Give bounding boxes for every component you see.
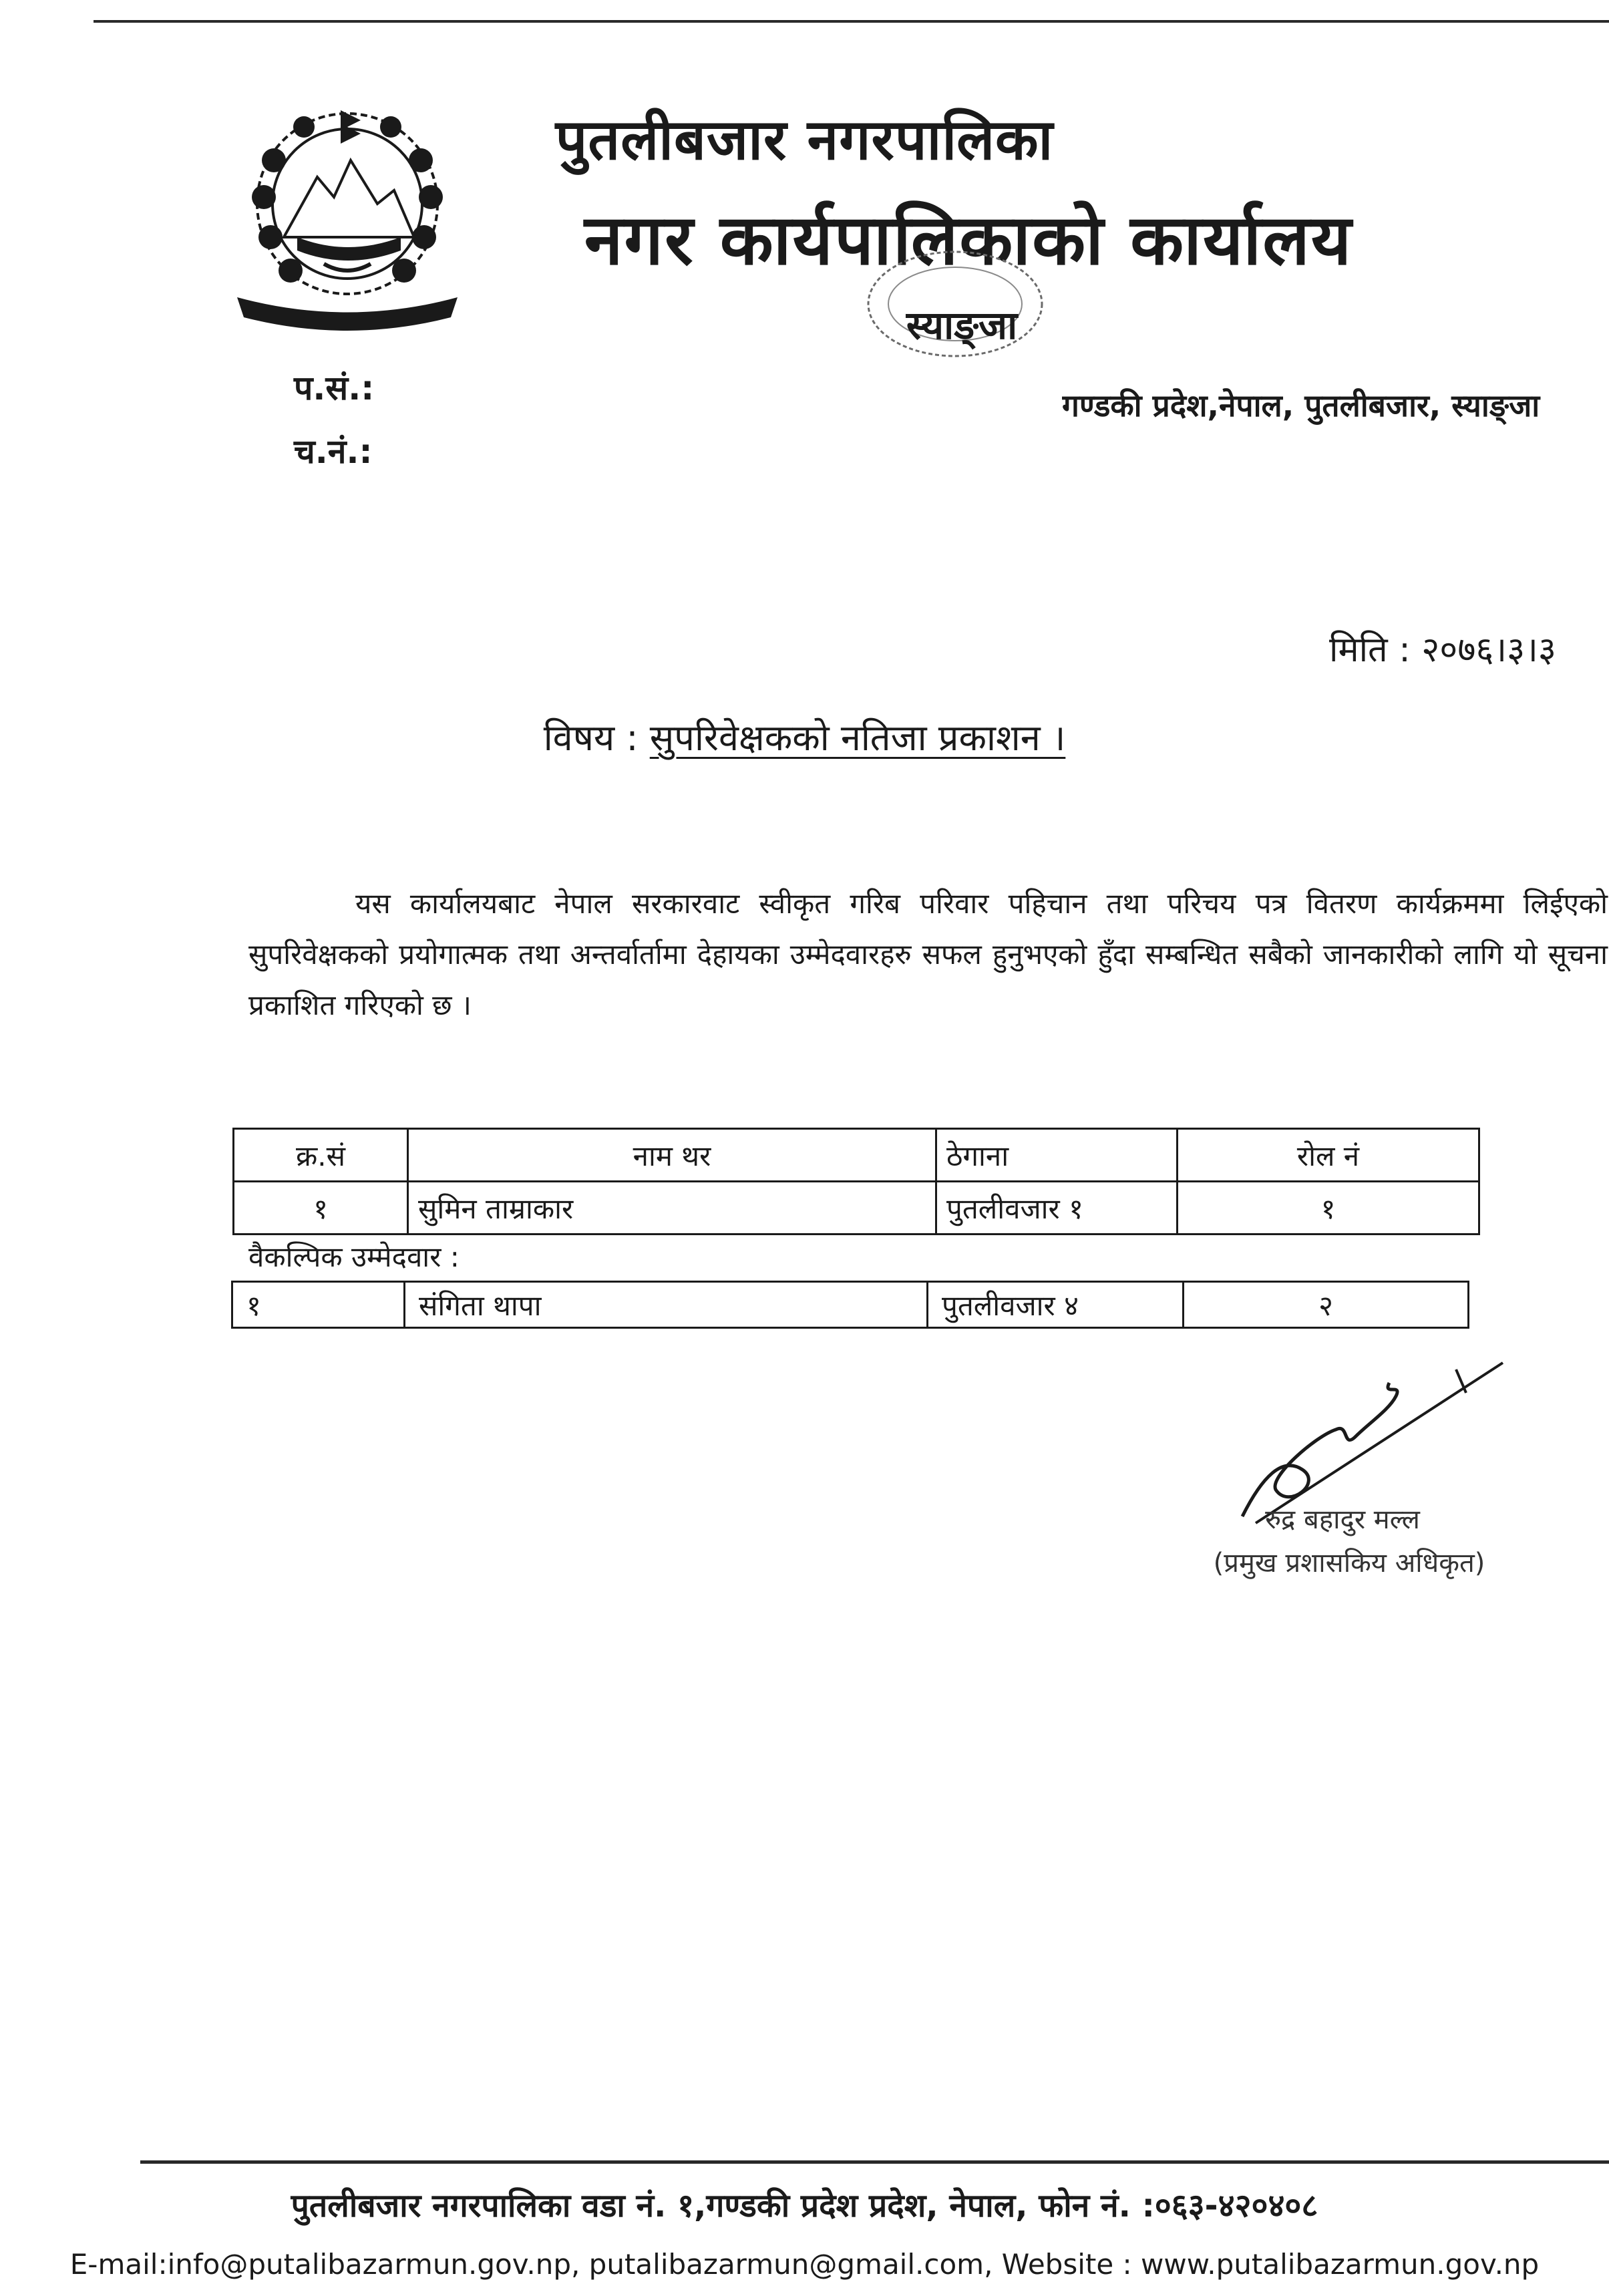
cell-name: सुमिन ताम्राकार bbox=[408, 1182, 936, 1235]
subject-text: सुपरिवेक्षकको नतिजा प्रकाशन । bbox=[649, 717, 1066, 759]
cell-serial: १ bbox=[232, 1282, 405, 1328]
district-name: स्याङ्जा bbox=[906, 303, 1018, 348]
signer-name: रुद्र बहादुर मल्ल bbox=[1265, 1504, 1420, 1535]
municipality-name: पुतलीबजार नगरपालिका bbox=[555, 106, 1054, 172]
letter-date: मिति : २०७६।३।३ bbox=[1329, 630, 1556, 670]
header-roll-no: रोल नं bbox=[1178, 1129, 1479, 1182]
signer-title: (प्रमुख प्रशासकिय अधिकृत) bbox=[1213, 1548, 1485, 1579]
footer-address: पुतलीबजार नगरपालिका वडा नं. १,गण्डकी प्रदेश प्रदेश, नेपाल, फोन नं. :०६३-४२०४०८ bbox=[291, 2187, 1318, 2225]
results-table bbox=[232, 1128, 1480, 1235]
header-address: ठेगाना bbox=[936, 1129, 1178, 1182]
subject-label: विषय : bbox=[543, 717, 639, 759]
top-rule bbox=[94, 20, 1609, 23]
dispatch-number-label: च.नं.: bbox=[294, 432, 373, 471]
cell-roll-no: १ bbox=[1178, 1182, 1479, 1235]
footer-contact: E-mail:info@putalibazarmun.gov.np, putalibazarmun@gmail.com, Website : www.putalibazarmun.gov.np bbox=[69, 2248, 1540, 2281]
cell-name: संगिता थापा bbox=[405, 1282, 928, 1328]
cell-serial: १ bbox=[234, 1182, 408, 1235]
table-header-row bbox=[234, 1129, 1479, 1182]
cell-address: पुतलीवजार ४ bbox=[928, 1282, 1184, 1328]
cell-address: पुतलीवजार १ bbox=[936, 1182, 1178, 1235]
alternate-candidate-label: वैकल्पिक उम्मेदवार : bbox=[248, 1241, 460, 1273]
header-serial: क्र.सं bbox=[234, 1129, 408, 1182]
table-row bbox=[232, 1282, 1469, 1328]
subject-line bbox=[0, 711, 1609, 761]
reference-number-label: प.सं.: bbox=[294, 369, 375, 407]
footer-rule bbox=[140, 2160, 1609, 2164]
cell-roll-no: २ bbox=[1184, 1282, 1469, 1328]
alternate-table bbox=[231, 1281, 1469, 1329]
table-row bbox=[234, 1182, 1479, 1235]
office-title: नगर कार्यपालिकाको कार्यालय bbox=[584, 198, 1353, 281]
header-name: नाम थर bbox=[408, 1129, 936, 1182]
office-address: गण्डकी प्रदेश,नेपाल, पुतलीबजार, स्याङ्जा bbox=[1062, 387, 1540, 424]
letter-body: यस कार्यालयबाट नेपाल सरकारवाट स्वीकृत गरिब परिवार पहिचान तथा परिचय पत्र वितरण कार्यक्रममा लिईएको सुपरिवेक्षकको प्रयोगात्मक तथा अन्तर्वार्तामा देहायका उम्मेदवारहरु सफल हुनुभएको हुँदा सम्बन्धित सबैको जानकारीको लागि यो सूचना प्रकाशित गरिएको छ । bbox=[248, 887, 1608, 1021]
